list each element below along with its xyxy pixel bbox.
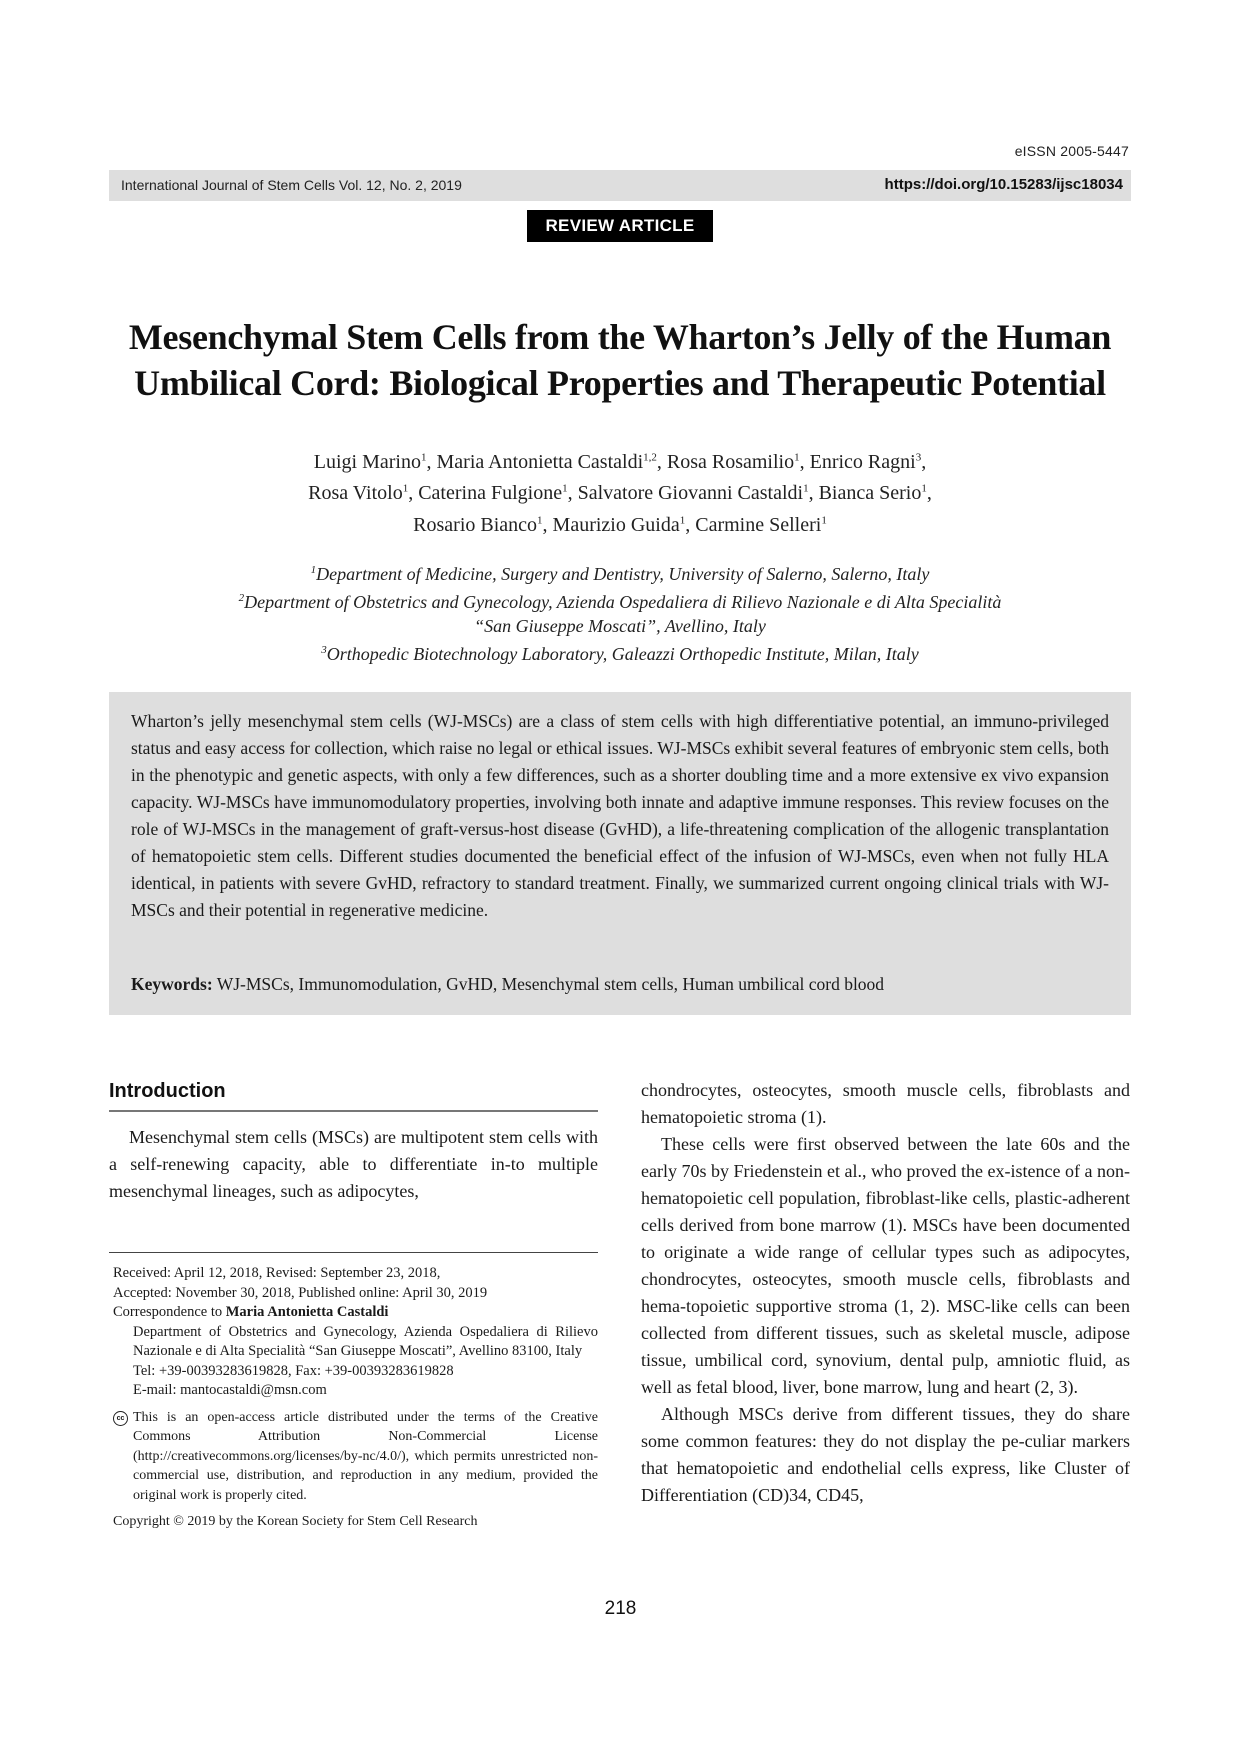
keywords-label: Keywords:	[131, 974, 213, 994]
article-type-badge: REVIEW ARTICLE	[527, 210, 713, 242]
abstract-box	[109, 692, 1131, 1015]
abstract-text: Wharton’s jelly mesenchymal stem cells (WJ-MSCs) are a class of stem cells with high differentiative potential, an immuno-privileged status and easy access for collection, which raise no legal or ethical issues. WJ-MSCs exhibit several features of embryonic stem cells, both in the phenotypic and genetic aspects, with only a few differences, such as a shorter doubling time and a more extensive ex vivo expansion capacity. WJ-MSCs have immunomodulatory properties, involving both innate and adaptive immune responses. This review focuses on the role of WJ-MSCs in the management of graft-versus-host disease (GvHD), a life-threatening complication of the allogenic transplantation of hematopoietic stem cells. Different studies documented the beneficial effect of the infusion of WJ-MSCs, even when not fully HLA identical, in patients with severe GvHD, refractory to standard treatment. Finally, we summarized current ongoing clinical trials with WJ-MSCs and their potential in regenerative medicine.	[131, 711, 1109, 920]
author: Bianca Serio$^1$,	[818, 482, 932, 505]
contact-tel-fax: Tel: +39-00393283619828, Fax: +39-00393283619828	[133, 1362, 454, 1379]
intro-paragraph-left: Mesenchymal stem cells (MSCs) are multipotent stem cells with a self-renewing capacity, able to differentiate in-to multiple mesenchymal lineages, such as adipocytes,	[109, 1127, 598, 1201]
creative-commons-icon: cc	[113, 1411, 128, 1426]
author: Maurizio Guida$^1$,	[552, 513, 696, 536]
intro-paragraph: These cells were first observed between the late 60s and the early 70s by Friedenstein et al., who proved the ex-istence of a non-hematopoietic cell population, fibroblast-like cells, plastic-adherent cells derived from bone marrow (1). MSCs have been documented to originate a wide range of cellular types such as adipocytes, chondrocytes, osteocytes, smooth muscle cells, fibroblasts and hema-topoietic supportive stroma (1, 2). MSC-like cells can been collected from different tissues, such as skeletal muscle, adipose tissue, umbilical cord, synovium, dental pulp, amniotic fluid, as well as fetal blood, liver, bone marrow, lung and heart (2, 3).	[641, 1134, 1130, 1397]
author-list	[150, 444, 1090, 539]
author: Rosa Vitolo$^1$,	[308, 482, 419, 505]
correspondence: Correspondence to Maria Antonietta Castaldi	[113, 1304, 389, 1320]
affiliation: $^2$Department of Obstetrics and Gynecology, Azienda Ospedaliera di Rilievo Nazionale e di Alta Specialità “San Giuseppe Moscati”, Avellino, Italy	[238, 592, 1002, 636]
license-text: This is an open-access article distributed under the terms of the Creative Commons Attribution Non-Commercial License (http://creativecommons.org/licenses/by-nc/4.0/), which permits unrestricted non-commercial use, distribution, and reproduction in any medium, provided the original work is properly cited.	[133, 1409, 598, 1503]
author: Rosa Rosamilio$^1$,	[666, 450, 810, 473]
author: Carmine Selleri$^1$	[695, 513, 827, 536]
keywords	[131, 974, 1109, 995]
intro-paragraph: Although MSCs derive from different tissues, they do share some common features: they do not display the pe-culiar markers that hematopoietic and endothelial cells express, like Cluster of Differentiation (CD)34, CD45,	[641, 1404, 1130, 1505]
accepted-dates: Accepted: November 30, 2018, Published online: April 30, 2019	[113, 1284, 488, 1301]
license-notice	[113, 1408, 598, 1506]
section-divider	[109, 1110, 598, 1112]
affiliation: $^3$Orthopedic Biotechnology Laboratory, Galeazzi Orthopedic Institute, Milan, Italy	[321, 644, 919, 664]
affiliation-list	[150, 558, 1090, 666]
intro-column-right	[641, 1077, 1130, 1509]
doi-link[interactable]: https://doi.org/10.15283/ijsc18034	[884, 176, 1123, 193]
article-footnotes	[113, 1264, 598, 1532]
eissn: eISSN 2005-5447	[1014, 143, 1129, 159]
author: Rosario Bianco$^1$,	[413, 513, 553, 536]
keywords-text: WJ-MSCs, Immunomodulation, GvHD, Mesenchymal stem cells, Human umbilical cord blood	[216, 974, 885, 994]
correspondence-name: Maria Antonietta Castaldi	[225, 1304, 389, 1320]
author: Enrico Ragni$^3$,	[809, 450, 927, 473]
section-heading-introduction: Introduction	[109, 1080, 226, 1102]
correspondence-address: Department of Obstetrics and Gynecology, Azienda Ospedaliera di Rilievo Nazionale e di Alta Specialità “San Giuseppe Moscati”, Avellino 83100, Italy	[133, 1323, 598, 1359]
author: Luigi Marino$^1$,	[313, 450, 437, 473]
author: Salvatore Giovanni Castaldi$^1$,	[577, 482, 819, 505]
contact-email[interactable]: E-mail: mantocastaldi@msn.com	[133, 1382, 327, 1398]
author: Maria Antonietta Castaldi$^{1,2}$,	[436, 450, 667, 473]
intro-paragraph: chondrocytes, osteocytes, smooth muscle cells, fibroblasts and hematopoietic stroma (1).	[641, 1080, 1130, 1127]
journal-citation: International Journal of Stem Cells Vol. 12, No. 2, 2019	[121, 177, 462, 193]
copyright-notice: Copyright © 2019 by the Korean Society for Stem Cell Research	[113, 1514, 478, 1529]
affiliation: $^1$Department of Medicine, Surgery and Dentistry, University of Salerno, Salerno, Italy	[310, 564, 930, 584]
journal-header-bar	[109, 170, 1131, 201]
page-number: 218	[604, 1598, 637, 1619]
received-dates: Received: April 12, 2018, Revised: September 23, 2018,	[113, 1265, 441, 1281]
article-title: Mesenchymal Stem Cells from the Wharton’s Jelly of the Human Umbilical Cord: Biological Properties and Therapeutic Potential	[128, 317, 1112, 403]
footnote-divider	[109, 1252, 598, 1253]
author: Caterina Fulgione$^1$,	[418, 482, 578, 505]
